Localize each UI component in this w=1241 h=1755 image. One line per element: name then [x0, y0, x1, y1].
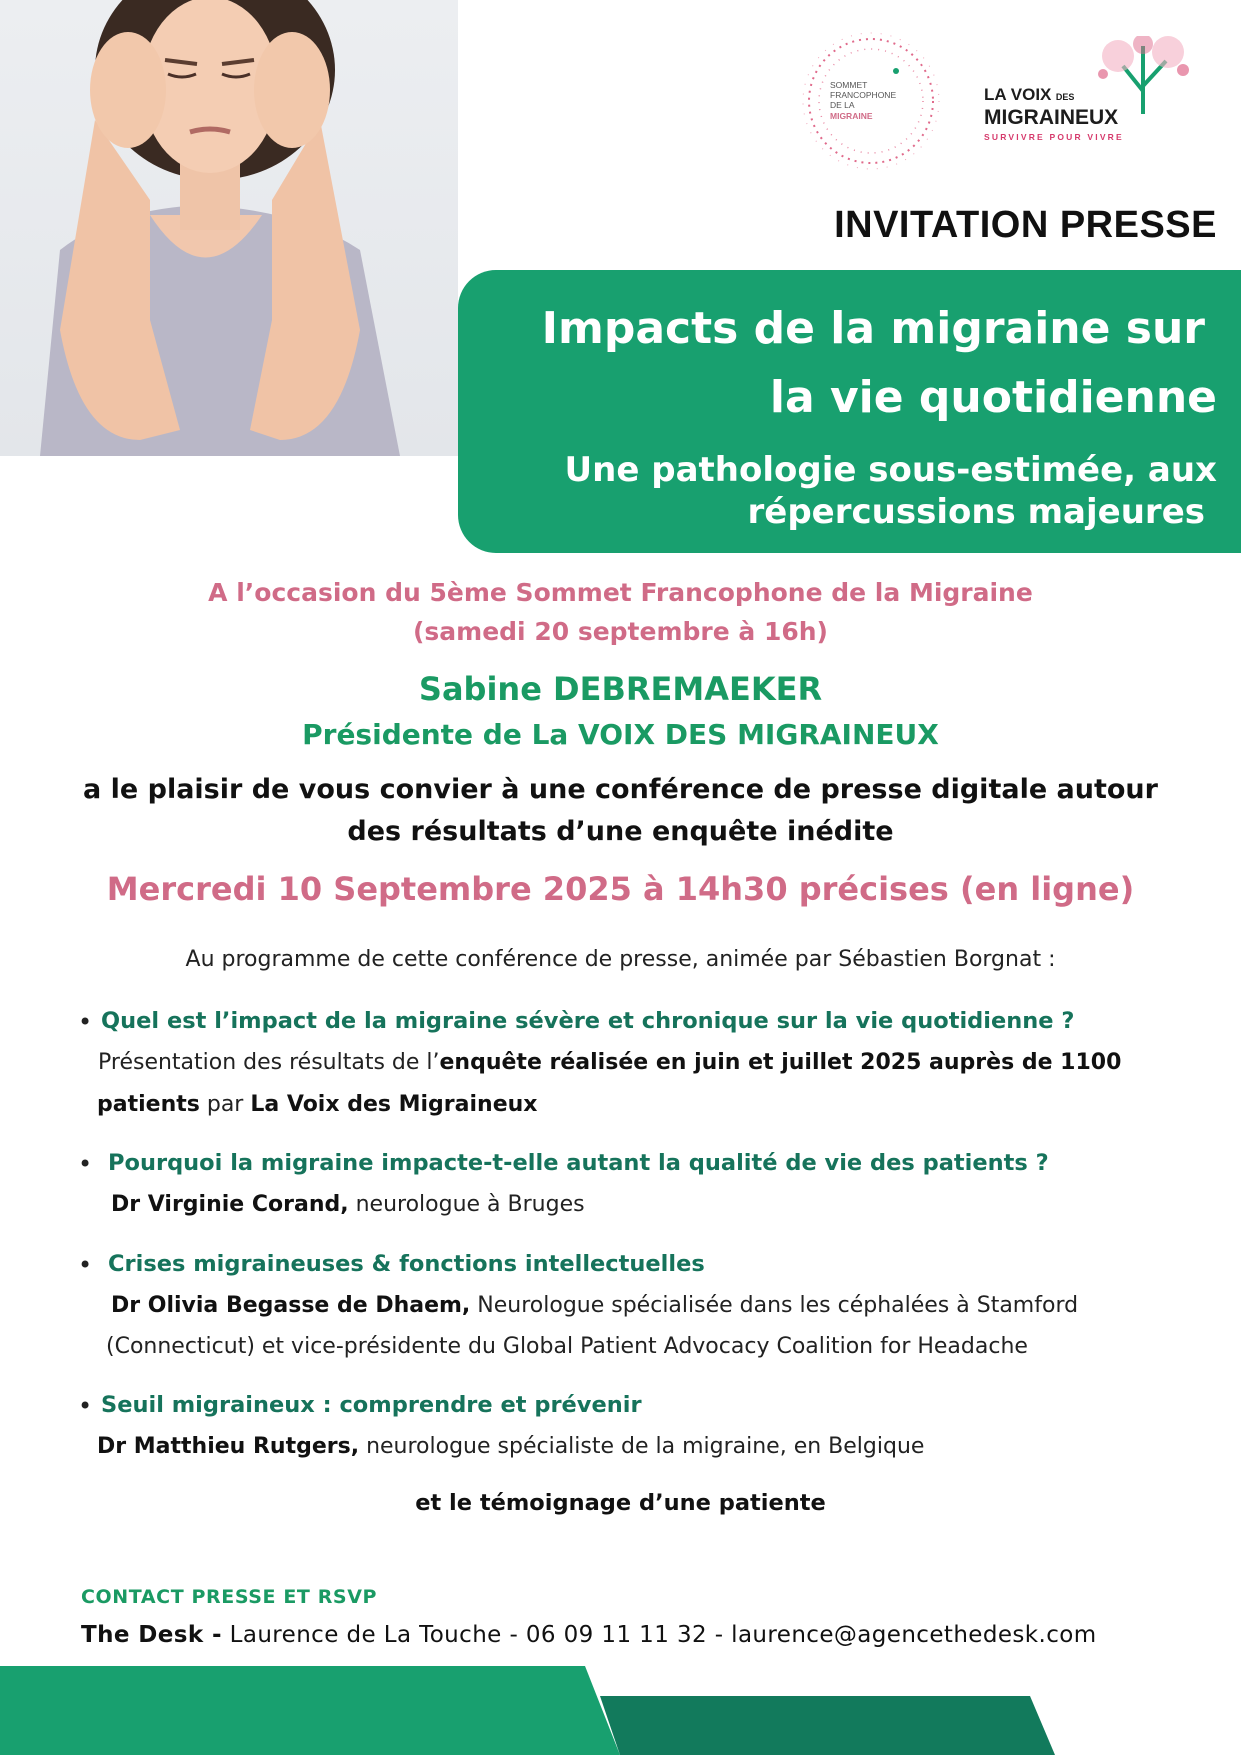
hero-title-line2: la vie quotidienne: [769, 372, 1217, 423]
program-question-2: Pourquoi la migraine impacte-t-elle autant la qualité de vie des patients ?: [108, 1150, 1049, 1176]
closing-line: et le témoignage d’une patiente: [415, 1490, 826, 1516]
tree-icon: [1088, 36, 1198, 116]
contact-details: The Desk - Laurence de La Touche - 06 09 11 11 32 - laurence@agencethedesk.com: [81, 1622, 1097, 1648]
voix-des-migraineux-logo: [978, 36, 1200, 156]
program-detail-3a: Dr Olivia Begasse de Dhaem, Neurologue spécialisée dans les céphalées à Stamford: [111, 1293, 1079, 1318]
host-role: Présidente de La VOIX DES MIGRAINEUX: [302, 718, 939, 751]
voix-migraineux: MIGRAINEUX: [984, 106, 1119, 129]
sommet-line3: DE LA: [830, 100, 855, 110]
program-intro: Au programme de cette conférence de presse, animée par Sébastien Borgnat :: [185, 947, 1056, 972]
program-question-1: Quel est l’impact de la migraine sévère et chronique sur la vie quotidienne ?: [101, 1008, 1075, 1034]
program-detail-1a: Présentation des résultats de l’enquête réalisée en juin et juillet 2025 auprès de 1100: [98, 1050, 1122, 1075]
hero-subtitle-line2: répercussions majeures: [747, 492, 1205, 532]
voix-la: LA VOIX: [984, 85, 1052, 104]
woman-headache-photo: [0, 0, 458, 456]
footer-band: [0, 1666, 1241, 1755]
bullet-icon: •: [78, 1150, 93, 1178]
voix-des: DES: [1055, 92, 1075, 102]
hero-title-line1: Impacts de la migraine sur: [541, 303, 1205, 354]
event-date: Mercredi 10 Septembre 2025 à 14h30 précises (en ligne): [106, 870, 1135, 908]
sommet-francophone-logo: [800, 30, 942, 172]
contact-label: CONTACT PRESSE ET RSVP: [81, 1586, 378, 1608]
bullet-icon: •: [78, 1008, 93, 1036]
invite-line1: a le plaisir de vous convier à une conférence de presse digitale autour: [83, 774, 1158, 805]
program-detail-4: Dr Matthieu Rutgers, neurologue spécialiste de la migraine, en Belgique: [97, 1434, 925, 1459]
program-detail-3b: (Connecticut) et vice-présidente du Global Patient Advocacy Coalition for Headache: [106, 1334, 1028, 1359]
bullet-icon: •: [78, 1392, 93, 1420]
invite-line2: des résultats d’une enquête inédite: [347, 816, 894, 847]
invitation-heading: INVITATION PRESSE: [834, 204, 1217, 246]
bullet-icon: •: [78, 1251, 93, 1279]
sommet-line1: SOMMET: [830, 80, 868, 90]
program-detail-2: Dr Virginie Corand, neurologue à Bruges: [111, 1192, 585, 1217]
occasion-line2: (samedi 20 septembre à 16h): [412, 617, 828, 646]
sommet-line4: MIGRAINE: [830, 111, 873, 121]
program-question-4: Seuil migraineux : comprendre et prévenir: [101, 1392, 642, 1418]
occasion-line1: A l’occasion du 5ème Sommet Francophone de la Migraine: [208, 578, 1033, 607]
program-detail-1b: patients par La Voix des Migraineux: [97, 1092, 538, 1117]
host-name: Sabine DEBREMAEKER: [418, 670, 823, 708]
hero-subtitle-line1: Une pathologie sous-estimée, aux: [564, 450, 1217, 490]
sommet-line2: FRANCOPHONE: [830, 90, 897, 100]
voix-tagline: SURVIVRE POUR VIVRE: [984, 132, 1124, 142]
program-question-3: Crises migraineuses & fonctions intellectuelles: [108, 1251, 705, 1277]
